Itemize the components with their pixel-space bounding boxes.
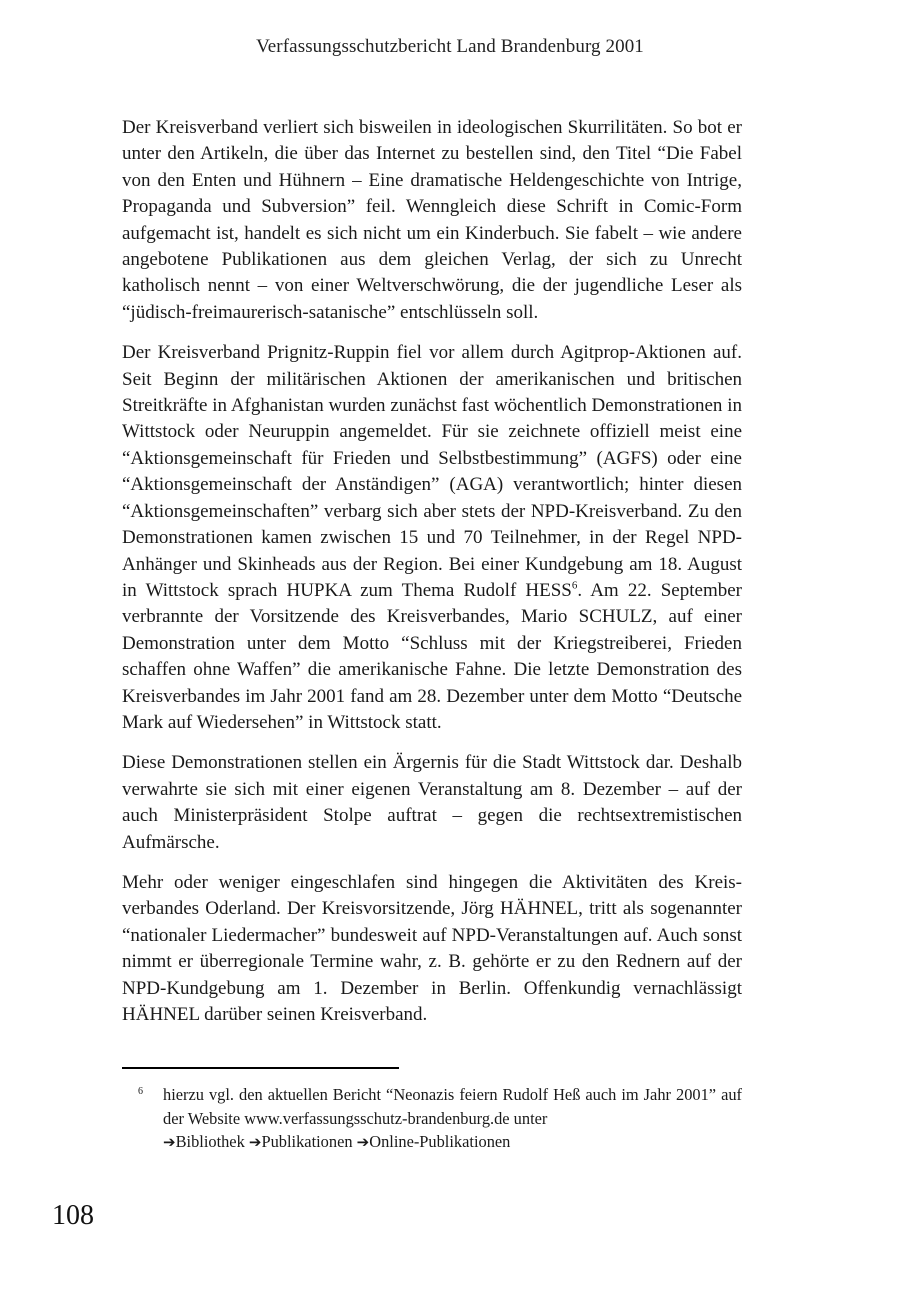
footnote-reference: 6 [571,579,578,592]
footnote [122,1083,742,1155]
paragraph-3: Diese Demonstrationen stellen ein Ärgernis für die Stadt Wittstock dar. Deshalb verwahrte sie sich mit einer eigenen Veranstaltung am 8. Dezember – auf der auch Ministerpräsident Stolpe auftrat – gegen die rechtsextremistischen Aufmärsche. [122,752,742,853]
footnote-divider [122,1067,399,1069]
footnote-text: hierzu vgl. den aktuellen Bericht “Neonazis feiern Rudolf Heß auch im Jahr 2001” auf der Website www.verfassungsschutz-brandenburg.de unter [163,1085,742,1128]
paragraph-2-text-a: Der Kreisverband Prignitz-Ruppin fiel vor allem durch Agitprop-Aktionen auf. Seit Beginn der militärischen Aktionen der amerikanischen und britischen Streitkräfte in Afghanistan wurden zunächst fast wöchentlich Demonstrationen in Wittstock oder Neuruppin angemeldet. Für sie zeichnete offiziell meist eine “Aktionsgemeinschaft für Frieden und Selbstbestimmung” (AGFS) oder eine “Aktionsgemeinschaft der Anständigen” (AGA) verantwortlich; hinter diesen “Aktionsgemeinschaften” verbarg sich aber stets der NPD-Kreisverband. Zu den Demonstrationen kamen zwischen 15 und 70 Teilnehmer, in der Regel NPD-Anhänger und Skinheads aus der Region. Bei einer Kundgebung am 18. August in Wittstock sprach HUPKA zum Thema Rudolf HESS [122,342,742,601]
arrow-icon: ➔ [163,1133,176,1151]
body-text [122,115,742,1042]
footnote-number: 6 [138,1086,143,1097]
footnote-path-bibliothek: Bibliothek [175,1132,245,1151]
paragraph-2 [122,340,742,736]
footnote-path-publikationen: Publikationen [261,1132,353,1151]
page-header: Verfassungsschutzbericht Land Brandenburg 2001 [256,36,644,57]
footnote-body [163,1083,742,1155]
arrow-icon: ➔ [356,1133,370,1151]
footnote-path-online-publikationen: Online-Publikationen [369,1132,511,1151]
arrow-icon: ➔ [248,1133,262,1151]
paragraph-2-text-b: . Am 22. September verbrannte der Vorsitzende des Kreisverbandes, Mario SCHULZ, auf einer Demonstration unter dem Motto “Schluss mit der Kriegstreiberei, Frieden schaffen ohne Waffen” die amerikanische Fahne. Die letzte Demonstration des Kreisverbandes im Jahr 2001 fand am 28. Dezember unter dem Motto “Deutsche Mark auf Wiedersehen” in Wittstock statt. [122,579,742,733]
paragraph-1: Der Kreisverband verliert sich bisweilen in ideologischen Skurrilitäten. So bot er unter den Artikeln, die über das Internet zu bestellen sind, den Titel “Die Fabel von den Enten und Hühnern – Eine dramatische Heldengeschichte von Intrige, Propaganda und Subversion” feil. Wenngleich diese Schrift in Comic-Form aufgemacht ist, handelt es sich nicht um ein Kinderbuch. Sie fabelt – wie andere angebotene Publikationen aus dem gleichen Verlag, der sich zu Unrecht katholisch nennt – von einer Weltverschwörung, die der jugendliche Leser als “jüdisch-freimaurerisch-satanische” entschlüsseln soll. [122,117,742,323]
paragraph-4: Mehr oder weniger eingeschlafen sind hingegen die Aktivitäten des Kreisverbandes Oderland. Der Kreisvorsitzende, Jörg HÄHNEL, tritt als sogenannter “nationaler Liedermacher” bundesweit auf NPD-Veranstaltungen auf. Auch sonst nimmt er überregionale Termine wahr, z. B. gehörte er zu den Rednern auf der NPD-Kundgebung am 1. Dezember in Berlin. Offenkundig vernachlässigt HÄHNEL darüber seinen Kreisverband. [122,871,742,1025]
page-number: 108 [52,1200,94,1231]
